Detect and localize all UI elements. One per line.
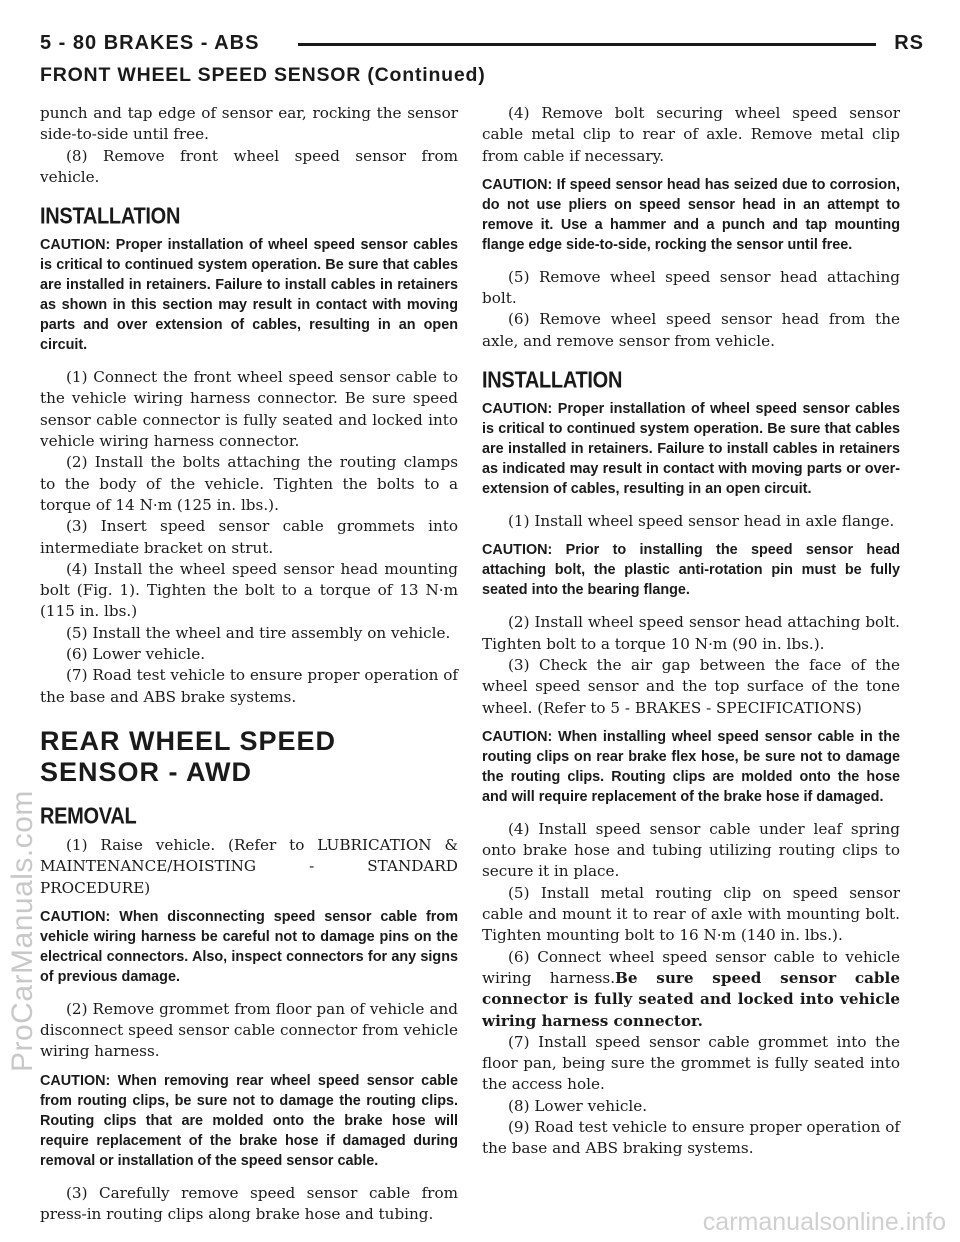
step: (3) Check the air gap between the face of the wheel speed sensor and the top surface of the tone wheel. (Refer to 5 - BRAKES - SPECIFICATIONS) (482, 655, 900, 717)
step: (6) Remove wheel speed sensor head from the axle, and remove sensor from vehicle. (482, 310, 900, 350)
step-emphasis: Be sure speed sensor cable connector is fully seated and locked into vehicle wiring harness connector. (482, 968, 900, 1030)
step: (7) Road test vehicle to ensure proper operation of the base and ABS brake systems. (40, 666, 458, 706)
caution-note: CAUTION: When installing wheel speed sensor cable in the routing clips on rear brake flex hose, be sure not to damage the routing clips. Routing clips are molded onto the hose and will require replacement of the brake hose if damaged. (482, 728, 900, 805)
step: (1) Install wheel speed sensor head in axle flange. (508, 512, 895, 531)
step (482, 947, 900, 1032)
section-heading-removal: REMOVAL (40, 803, 137, 830)
step: (1) Connect the front wheel speed sensor cable to the vehicle wiring harness connector. Be sure speed sensor cable connector is fully seated and locked into vehicle wiring harness connector. (40, 368, 458, 451)
page-section-label: 5 - 80 BRAKES - ABS (40, 32, 260, 54)
section-heading-installation: INSTALLATION (40, 204, 181, 230)
step-text: (6) Connect wheel speed sensor cable to vehicle wiring harness. (482, 947, 900, 987)
step: (4) Remove bolt securing wheel speed sensor cable metal clip to rear of axle. Remove metal clip from cable if necessary. (482, 104, 900, 165)
caution-note: CAUTION: If speed sensor head has seized due to corrosion, do not use pliers on speed sensor head in an attempt to remove it. Use a hammer and a punch and tap mounting flange edge side-to-side, rocking the sensor until free. (482, 176, 900, 253)
step: (5) Remove wheel speed sensor head attaching bolt. (482, 267, 900, 308)
left-column (40, 103, 458, 1225)
paragraph: punch and tap edge of sensor ear, rocking the sensor side-to-side until free. (40, 104, 458, 144)
side-watermark: ProCarManuals.com (6, 790, 39, 1072)
continued-title: FRONT WHEEL SPEED SENSOR (Continued) (40, 64, 486, 86)
step: (3) Insert speed sensor cable grommets into intermediate bracket on strut. (40, 517, 458, 557)
step: (8) Lower vehicle. (508, 1096, 648, 1115)
bottom-watermark: carmanualsonline.info (702, 1208, 946, 1236)
step: (9) Road test vehicle to ensure proper operation of the base and ABS braking systems. (482, 1118, 900, 1158)
caution-note: CAUTION: When disconnecting speed sensor cable from vehicle wiring harness be careful not to damage pins on the electrical connectors. Also, inspect connectors for any signs of previous damage. (40, 908, 458, 985)
header-rule (298, 43, 876, 46)
step: (3) Carefully remove speed sensor cable from press-in routing clips along brake hose and tubing. (40, 1183, 458, 1224)
page-header (40, 32, 924, 68)
paragraph: (8) Remove front wheel speed sensor from vehicle. (40, 146, 458, 186)
caution-note: CAUTION: Proper installation of wheel speed sensor cables is critical to continued system operation. Be sure that cables are installed in retainers. Failure to install cables in retainers as indicated may result in contact with moving parts or over-extension of cables, resulting in an open circuit. (482, 401, 900, 498)
step: (4) Install speed sensor cable under leaf spring onto brake hose and tubing utilizing routing clips to secure it in place. (482, 819, 900, 881)
step: (5) Install metal routing clip on speed sensor cable and mount it to rear of axle with mounting bolt. Tighten mounting bolt to 16 N·m (140 in. lbs.). (482, 883, 900, 945)
model-code: RS (894, 32, 924, 54)
step: (7) Install speed sensor cable grommet into the floor pan, being sure the grommet is fully seated into the access hole. (482, 1032, 900, 1094)
step: (2) Remove grommet from floor pan of vehicle and disconnect speed sensor cable connector from vehicle wiring harness. (40, 999, 458, 1061)
caution-note: CAUTION: Proper installation of wheel speed sensor cables is critical to continued system operation. Be sure that cables are installed in retainers. Failure to install cables in retainers as shown in this section may result in contact with moving parts and over extension of cables, resulting in an open circuit. (40, 237, 458, 354)
step: (2) Install the bolts attaching the routing clamps to the body of the vehicle. Tighten the bolts to a torque of 14 N·m (125 in. lbs.). (40, 453, 458, 514)
caution-note: CAUTION: Prior to installing the speed sensor head attaching bolt, the plastic anti-rotation pin must be fully seated into the bearing flange. (482, 542, 900, 599)
right-column (482, 103, 900, 1160)
step: (6) Lower vehicle. (66, 645, 206, 664)
section-heading-installation: INSTALLATION (482, 368, 623, 394)
main-heading-rear-wheel-speed-sensor: REAR WHEEL SPEED SENSOR - AWD (40, 725, 337, 787)
step: (4) Install the wheel speed sensor head mounting bolt (Fig. 1). Tighten the bolt to a torque of 13 N·m (115 in. lbs.) (40, 559, 458, 621)
step: (1) Raise vehicle. (Refer to LUBRICATION & MAINTENANCE/HOISTING - STANDARD PROCEDURE) (40, 835, 458, 897)
caution-note: CAUTION: When removing rear wheel speed sensor cable from routing clips, be sure not to damage the routing clips. Routing clips that are molded onto the brake hose will require replacement of the brake hose if damaged during removal or installation of the speed sensor cable. (40, 1072, 458, 1169)
step: (2) Install wheel speed sensor head attaching bolt. Tighten bolt to a torque 10 N·m (90 in. lbs.). (482, 613, 900, 653)
step: (5) Install the wheel and tire assembly on vehicle. (66, 623, 451, 642)
